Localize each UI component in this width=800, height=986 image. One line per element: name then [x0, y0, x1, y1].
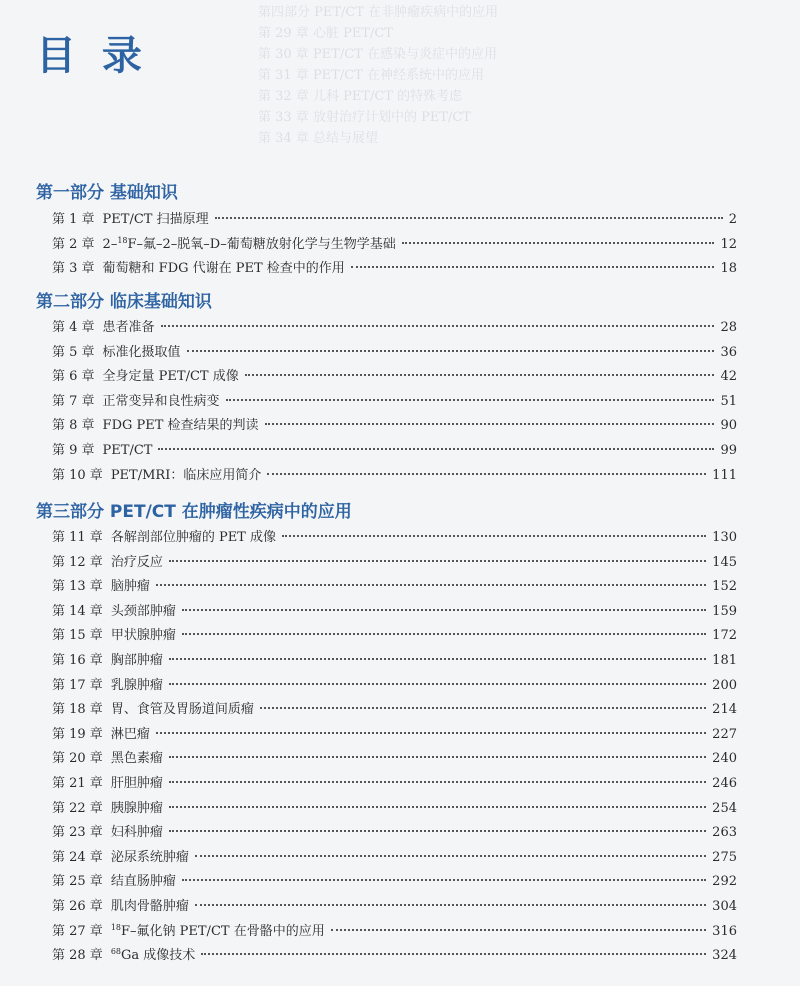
chapter-number: 第 17 章: [52, 677, 103, 693]
chapter-title-text: F–氟–2–脱氧–D–葡萄糖放射化学与生物学基础: [127, 236, 396, 252]
page-number: 254: [712, 800, 737, 816]
chapter-title-text: 淋巴瘤: [110, 726, 150, 742]
bleed-through-line: 第四部分 PET/CT 在非肿瘤疾病中的应用: [258, 5, 499, 20]
chapter-title-text: 乳腺肿瘤: [110, 677, 163, 693]
chapter-title-text: 妇科肿瘤: [110, 825, 163, 841]
page-number: 51: [720, 393, 737, 409]
dot-leader: [182, 879, 706, 881]
dot-leader: [245, 374, 715, 376]
chapter-number: 第 5 章: [52, 344, 95, 360]
chapter-number: 第 20 章: [52, 751, 103, 767]
page-number: 2: [728, 212, 737, 227]
isotope-superscript: 18: [110, 922, 121, 932]
toc-entry[interactable]: [52, 439, 737, 463]
chapter-title-text: 胸部肿瘤: [110, 653, 163, 668]
chapter-title: [103, 208, 209, 227]
chapter-title: [111, 846, 189, 865]
toc-entry[interactable]: [52, 365, 737, 389]
toc-entry[interactable]: [52, 723, 737, 747]
chapter-title-text: PET/MRI：临床应用简介: [110, 467, 262, 483]
bleed-through-line: 第 31 章 PET/CT 在神经系统中的应用: [258, 68, 484, 83]
chapter-title-text: 肌肉骨骼肿瘤: [110, 899, 189, 914]
toc-entry[interactable]: [52, 464, 737, 488]
toc-entry[interactable]: [52, 316, 737, 340]
dot-leader: [351, 266, 715, 268]
page-number: 18: [720, 261, 737, 277]
chapter-number: 第 4 章: [52, 320, 95, 335]
chapter-title-text: 正常变异和良性病变: [102, 393, 220, 409]
chapter-title: [111, 870, 176, 889]
toc-entry[interactable]: [52, 698, 737, 722]
toc-entry[interactable]: [52, 390, 737, 414]
chapter-number: 第 27 章: [52, 923, 103, 939]
toc-entry[interactable]: [52, 920, 737, 944]
chapter-title: [111, 624, 176, 643]
chapter-title: [111, 895, 189, 914]
chapter-title-text: 患者准备: [102, 320, 155, 335]
chapter-title: [111, 464, 262, 483]
chapter-title: [111, 747, 163, 766]
chapter-number: 第 18 章: [52, 702, 103, 718]
page-number: 227: [712, 726, 737, 742]
dot-leader: [169, 683, 706, 685]
page-number: 246: [712, 776, 737, 791]
bleed-through-line: 第 30 章 PET/CT 在感染与炎症中的应用: [258, 47, 497, 62]
chapter-title: [103, 233, 396, 252]
chapter-number: 第 28 章: [52, 948, 103, 964]
dot-leader: [215, 217, 723, 219]
chapter-title: [111, 821, 163, 840]
chapter-title-text: 葡萄糖和 FDG 代谢在 PET 检查中的作用: [102, 261, 345, 277]
chapter-title-text: 泌尿系统肿瘤: [110, 849, 189, 865]
page-number: 181: [712, 653, 737, 668]
chapter-title-text: PET/CT: [102, 443, 153, 458]
page-number: 36: [720, 344, 737, 360]
chapter-title: [111, 797, 163, 816]
chapter-title-text: 甲状腺肿瘤: [110, 628, 176, 644]
dot-leader: [267, 473, 706, 475]
toc-entry[interactable]: [52, 600, 737, 624]
page-number: 316: [712, 923, 737, 939]
dot-leader: [195, 904, 706, 906]
toc-entry[interactable]: [52, 747, 737, 771]
chapter-number: 第 15 章: [52, 628, 103, 644]
toc-entry[interactable]: [52, 846, 737, 870]
toc-entry[interactable]: [52, 257, 737, 281]
chapter-title-text: 脑肿瘤: [110, 579, 150, 595]
page-number: 172: [712, 628, 737, 644]
chapter-title: [111, 600, 176, 619]
chapter-number: 第 6 章: [52, 369, 95, 385]
chapter-title: [103, 316, 155, 335]
dot-leader: [282, 535, 706, 537]
chapter-title: [103, 365, 239, 384]
dot-leader: [169, 560, 706, 562]
chapter-title-text: 标准化摄取值: [102, 344, 181, 360]
toc-entry[interactable]: [52, 944, 737, 968]
chapter-number: 第 19 章: [52, 726, 103, 742]
dot-leader: [169, 756, 706, 758]
bleed-through-line: 第 34 章 总结与展望: [258, 131, 378, 146]
chapter-title-text: 治疗反应: [110, 554, 163, 570]
page-number: 214: [712, 702, 737, 718]
dot-leader: [169, 658, 706, 660]
chapter-title: [111, 920, 325, 939]
page-number: 145: [712, 554, 737, 570]
dot-leader: [265, 423, 715, 425]
chapter-title: [111, 944, 195, 963]
page-number: 159: [712, 603, 737, 619]
page-number: 324: [712, 948, 737, 964]
dot-leader: [158, 448, 714, 450]
isotope-superscript: 18: [117, 235, 128, 245]
toc-entry[interactable]: [52, 575, 737, 599]
part-heading: 第一部分 基础知识: [36, 183, 178, 203]
dot-leader: [169, 830, 706, 832]
dot-leader: [226, 399, 715, 401]
chapter-title-text: 全身定量 PET/CT 成像: [102, 369, 239, 385]
chapter-number: 第 25 章: [52, 874, 103, 890]
chapter-number: 第 2 章: [52, 236, 95, 252]
chapter-number: 第 8 章: [52, 418, 95, 434]
toc-entry[interactable]: [52, 797, 737, 821]
bleed-through-text: [258, 2, 798, 149]
page-number: 152: [712, 579, 737, 595]
chapter-title: [111, 649, 163, 668]
dot-leader: [182, 633, 706, 635]
dot-leader: [201, 953, 706, 955]
chapter-title-text: 胰腺肿瘤: [110, 800, 163, 816]
page-number: 42: [720, 369, 737, 385]
chapter-title-text: 肝胆肿瘤: [110, 776, 163, 791]
toc-entry[interactable]: [52, 526, 737, 550]
part-heading: 第三部分 PET/CT 在肿瘤性疾病中的应用: [36, 502, 352, 522]
chapter-number: 第 14 章: [52, 603, 103, 619]
toc-entry[interactable]: [52, 895, 737, 919]
chapter-title: [103, 443, 153, 458]
chapter-title: [103, 414, 259, 433]
chapter-number: 第 26 章: [52, 899, 103, 914]
toc-entry[interactable]: [52, 233, 737, 257]
page-number: 304: [712, 899, 737, 914]
chapter-number: 第 12 章: [52, 554, 103, 570]
page-number: 292: [712, 874, 737, 890]
chapter-number: 第 7 章: [52, 393, 95, 409]
chapter-number: 第 3 章: [52, 261, 95, 277]
chapter-title-text: 胃、食管及胃肠道间质瘤: [110, 702, 254, 718]
dot-leader: [260, 707, 706, 709]
chapter-title-text: 黑色素瘤: [110, 751, 163, 767]
page-number: 90: [720, 418, 737, 434]
toc-entry[interactable]: [52, 208, 737, 232]
chapter-title: [103, 390, 220, 409]
dot-leader: [156, 732, 706, 734]
chapter-title-text: 2–: [102, 236, 118, 252]
page-number: 99: [720, 443, 737, 458]
page-number: 200: [712, 677, 737, 693]
bleed-through-line: 第 32 章 儿科 PET/CT 的特殊考虑: [258, 89, 463, 104]
part-heading: 第二部分 临床基础知识: [36, 292, 212, 312]
chapter-title: [111, 526, 276, 545]
dot-leader: [169, 806, 706, 808]
chapter-title: [111, 772, 163, 791]
dot-leader: [331, 929, 706, 931]
chapter-title: [103, 341, 181, 360]
chapter-number: 第 24 章: [52, 849, 103, 865]
page-number: 12: [720, 236, 737, 252]
chapter-number: 第 1 章: [52, 212, 95, 227]
dot-leader: [402, 242, 715, 244]
dot-leader: [156, 584, 706, 586]
page-number: 130: [712, 530, 737, 545]
chapter-title-text: Ga 成像技术: [121, 948, 196, 964]
chapter-title-text: 头颈部肿瘤: [110, 603, 176, 619]
page-number: 111: [712, 467, 737, 483]
page-number: 28: [720, 320, 737, 335]
chapter-title-text: F–氟化钠 PET/CT 在骨骼中的应用: [121, 923, 325, 939]
chapter-title: [111, 575, 150, 594]
chapter-number: 第 13 章: [52, 579, 103, 595]
bleed-through-line: 第 29 章 心脏 PET/CT: [258, 26, 393, 41]
page-number: 240: [712, 751, 737, 767]
chapter-number: 第 9 章: [52, 443, 95, 458]
chapter-number: 第 23 章: [52, 825, 103, 841]
chapter-title-text: 各解剖部位肿瘤的 PET 成像: [110, 530, 276, 545]
page-title: 目 录: [36, 33, 148, 79]
toc-entry[interactable]: [52, 772, 737, 796]
toc-entry[interactable]: [52, 821, 737, 845]
chapter-number: 第 11 章: [52, 530, 103, 545]
toc-entry[interactable]: [52, 870, 737, 894]
chapter-title: [111, 674, 163, 693]
dot-leader: [161, 325, 715, 327]
chapter-title: [111, 698, 254, 717]
chapter-number: 第 22 章: [52, 800, 103, 816]
chapter-title-text: FDG PET 检查结果的判读: [102, 418, 259, 434]
toc-entry[interactable]: [52, 624, 737, 648]
chapter-title: [111, 723, 150, 742]
dot-leader: [182, 609, 706, 611]
toc-entry[interactable]: [52, 414, 737, 438]
chapter-number: 第 16 章: [52, 653, 103, 668]
chapter-title: [103, 257, 345, 276]
chapter-title: [111, 551, 163, 570]
dot-leader: [195, 855, 706, 857]
chapter-number: 第 10 章: [52, 467, 103, 483]
chapter-title-text: PET/CT 扫描原理: [102, 212, 209, 227]
chapter-title-text: 结直肠肿瘤: [110, 874, 176, 890]
isotope-superscript: 68: [110, 947, 121, 957]
page-number: 275: [712, 849, 737, 865]
toc-entry[interactable]: [52, 674, 737, 698]
bleed-through-line: 第 33 章 放射治疗计划中的 PET/CT: [258, 110, 471, 125]
chapter-number: 第 21 章: [52, 776, 103, 791]
dot-leader: [187, 350, 715, 352]
dot-leader: [169, 781, 706, 783]
toc-entry[interactable]: [52, 649, 737, 673]
page-number: 263: [712, 825, 737, 841]
toc-entry[interactable]: [52, 341, 737, 365]
toc-entry[interactable]: [52, 551, 737, 575]
